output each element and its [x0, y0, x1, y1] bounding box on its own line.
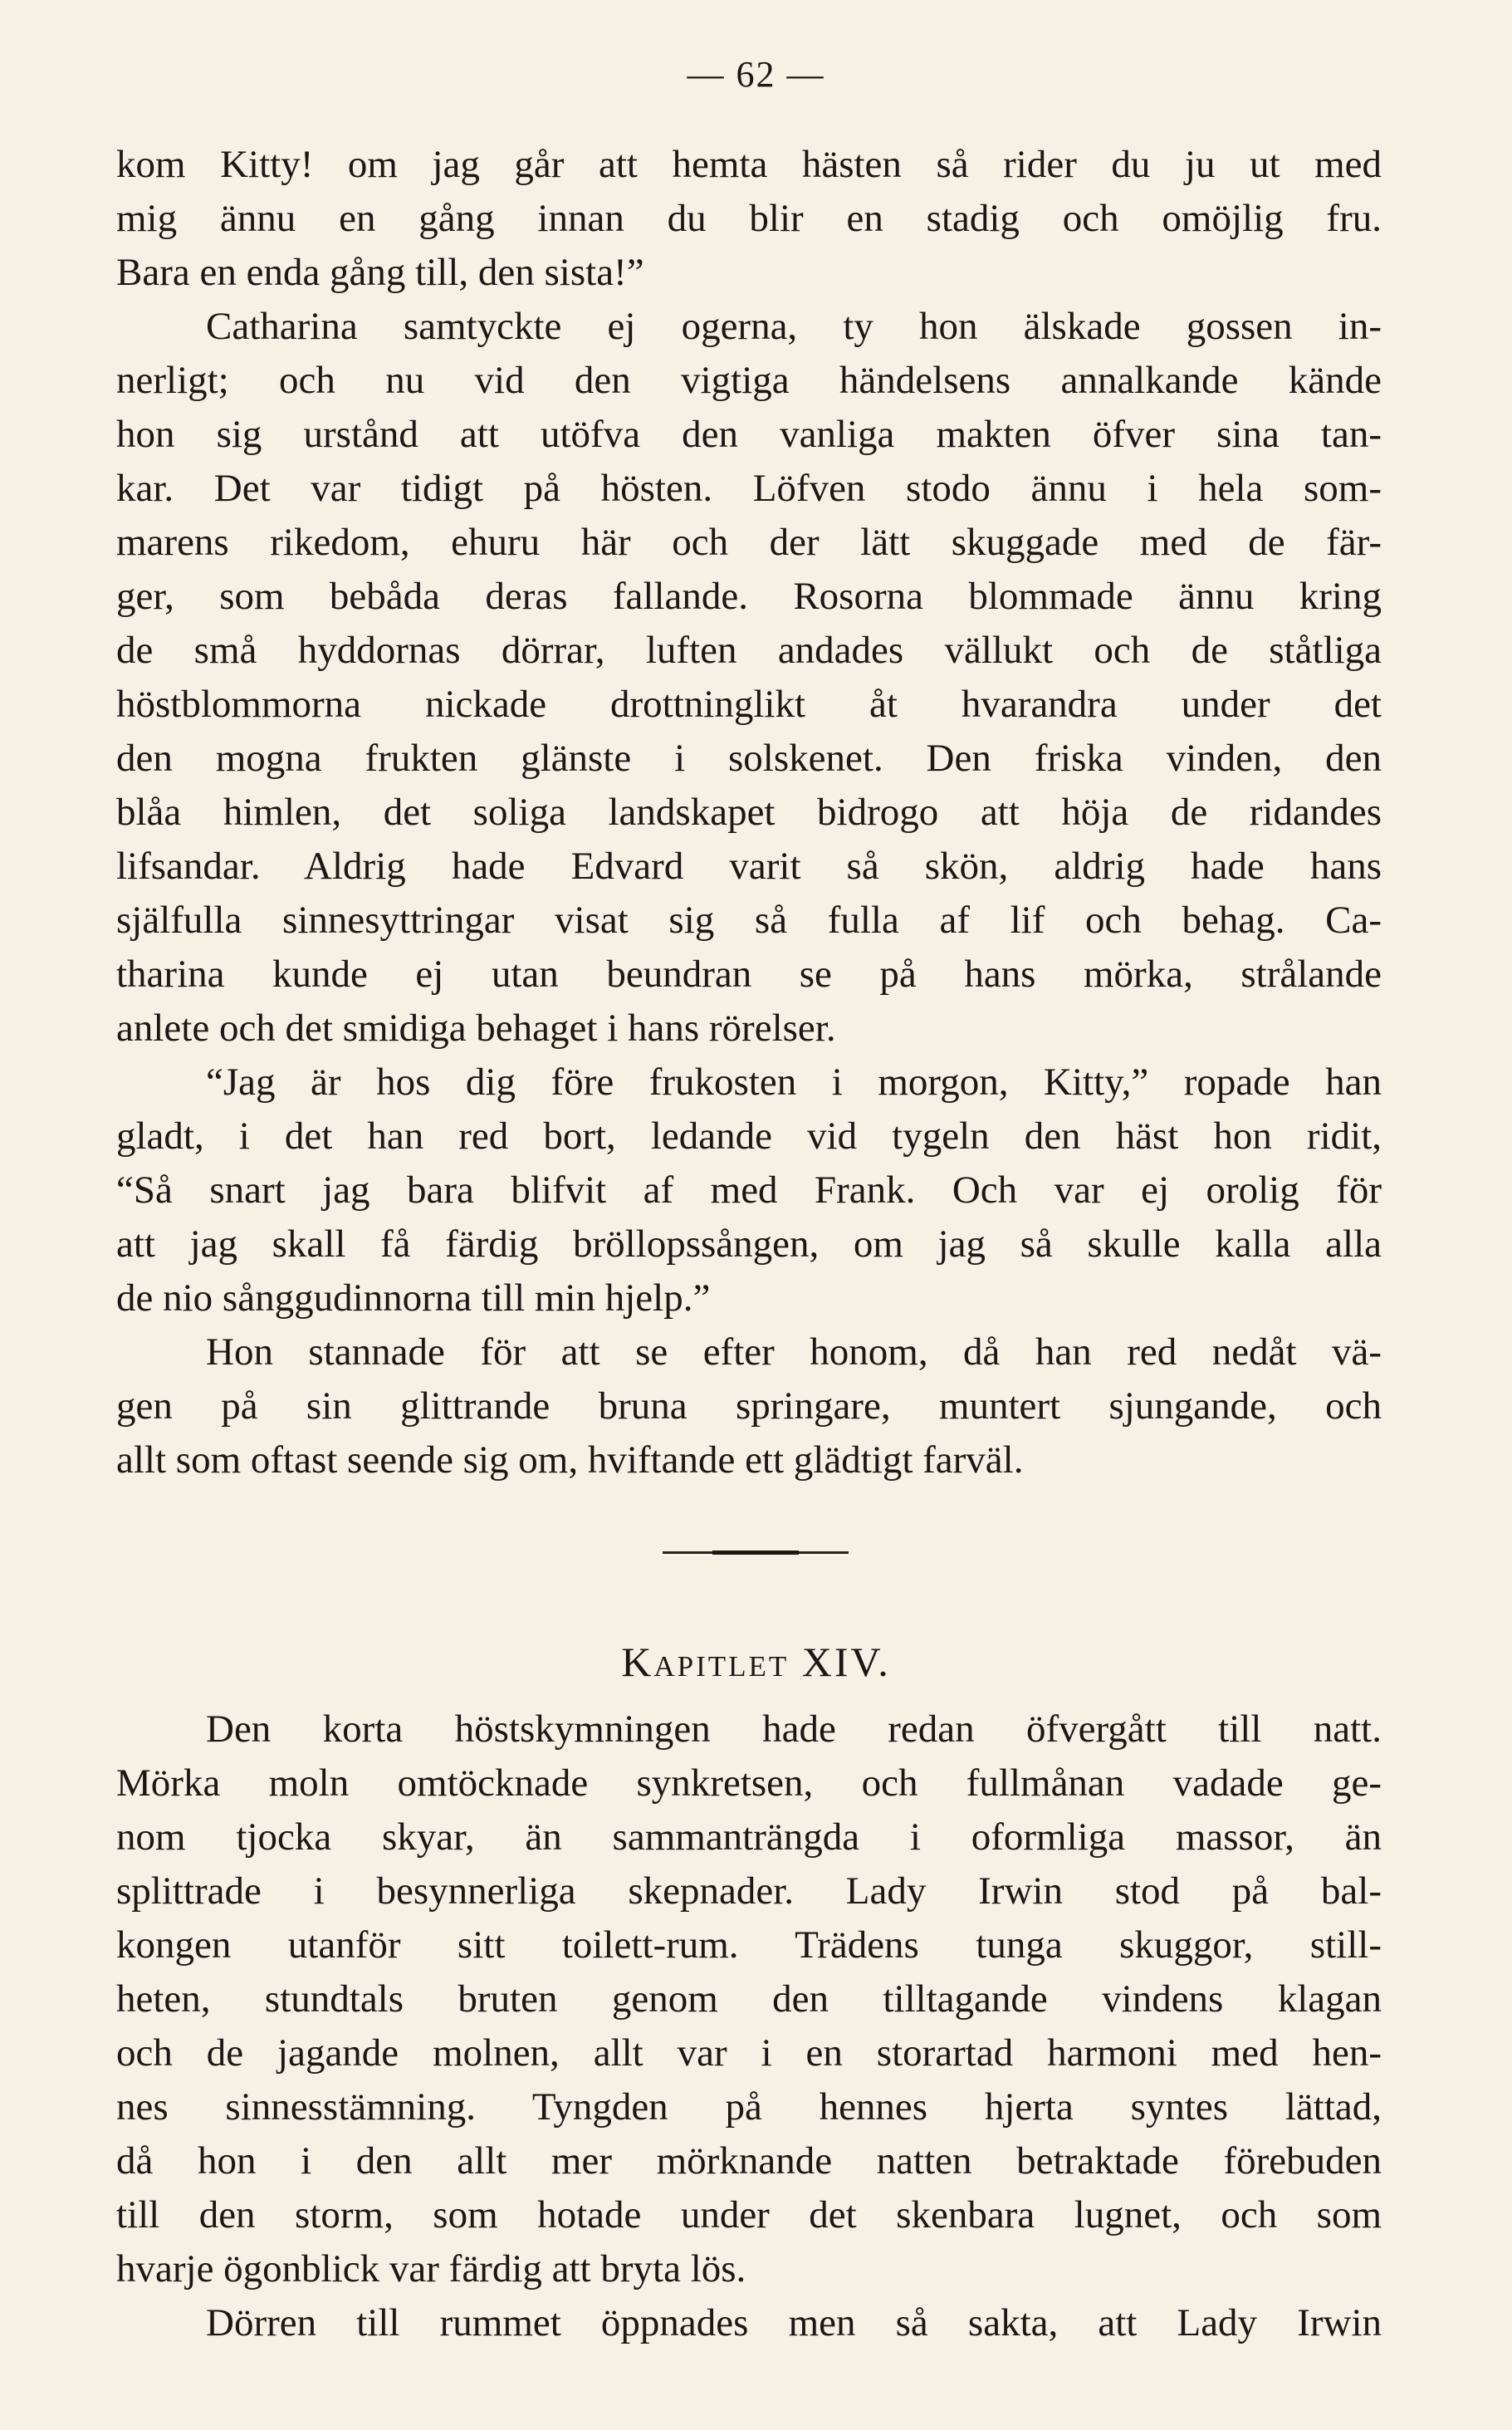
text-line: tharina kunde ej utan beundran se på hans mörka, strålande: [116, 953, 1382, 996]
text-line: anlete och det smidiga behaget i hans rörelser.: [116, 1007, 836, 1050]
section-divider-rule: [663, 1551, 849, 1554]
text-line: nom tjocka skyar, än sammanträngda i oformliga massor, än: [116, 1815, 1382, 1859]
text-line: Mörka moln omtöcknade synkretsen, och fullmånan vadade ge-: [116, 1761, 1382, 1805]
text-line: ger, som bebåda deras fallande. Rosorna blommade ännu kring: [116, 575, 1382, 618]
paragraph-start-line: Hon stannade för att se efter honom, då han red nedåt vä-: [206, 1330, 1382, 1374]
page-number: — 62 —: [687, 54, 825, 95]
text-line: de små hyddornas dörrar, luften andades vällukt och de ståtliga: [116, 629, 1382, 672]
text-line: de nio sånggudinnorna till min hjelp.”: [116, 1276, 711, 1320]
text-line: nerligt; och nu vid den vigtiga händelsens annalkande kände: [116, 359, 1382, 402]
text-line: Bara en enda gång till, den sista!”: [116, 251, 644, 294]
text-line: och de jagande molnen, allt var i en storartad harmoni med hen-: [116, 2031, 1382, 2075]
text-line: höstblommorna nickade drottninglikt åt hvarandra under det: [116, 683, 1382, 726]
paragraph-start-line: “Jag är hos dig före frukosten i morgon, Kitty,” ropade han: [206, 1061, 1382, 1104]
text-line: heten, stundtals bruten genom den tilltagande vindens klagan: [116, 1977, 1382, 2021]
text-block-chapter: [116, 1702, 1382, 2350]
text-line: då hon i den allt mer mörknande natten betraktade förebuden: [116, 2139, 1382, 2183]
paragraph-start-line: Dörren till rummet öppnades men så sakta, att Lady Irwin: [206, 2301, 1382, 2344]
text-line: till den storm, som hotade under det skenbara lugnet, och som: [116, 2193, 1382, 2236]
text-line: blåa himlen, det soliga landskapet bidrogo att höja de ridandes: [116, 791, 1382, 834]
chapter-heading: Kapitlet XIV.: [621, 1639, 891, 1685]
text-line: splittrade i besynnerliga skepnader. Lady Irwin stod på bal-: [116, 1869, 1382, 1913]
paragraph-start-line: Den korta höstskymningen hade redan öfvergått till natt.: [206, 1707, 1382, 1751]
text-line: gen på sin glittrande bruna springare, muntert sjungande, och: [116, 1384, 1382, 1428]
text-line: den mogna frukten glänste i solskenet. Den friska vinden, den: [116, 737, 1382, 780]
text-line: nes sinnesstämning. Tyngden på hennes hjerta syntes lättad,: [116, 2085, 1382, 2129]
text-line: att jag skall få färdig bröllopssången, om jag så skulle kalla alla: [116, 1222, 1382, 1266]
text-line: hvarje ögonblick var färdig att bryta lös.: [116, 2247, 746, 2290]
text-block-continuation: [116, 138, 1382, 1487]
text-line: allt som oftast seende sig om, hviftande ett glädtigt farväl.: [116, 1438, 1024, 1482]
text-line: kongen utanför sitt toilett-rum. Trädens tunga skuggor, still-: [116, 1923, 1382, 1967]
paragraph-start-line: Catharina samtyckte ej ogerna, ty hon älskade gossen in-: [206, 305, 1382, 348]
text-line: hon sig urstånd att utöfva den vanliga makten öfver sina tan-: [116, 413, 1382, 456]
text-line: “Så snart jag bara blifvit af med Frank. Och var ej orolig för: [116, 1168, 1382, 1212]
text-line: gladt, i det han red bort, ledande vid tygeln den häst hon ridit,: [116, 1115, 1382, 1158]
text-line: själfulla sinnesyttringar visat sig så fulla af lif och behag. Ca-: [116, 899, 1382, 942]
text-line: kar. Det var tidigt på hösten. Löfven stodo ännu i hela som-: [116, 467, 1382, 510]
text-line: lifsandar. Aldrig hade Edvard varit så skön, aldrig hade hans: [116, 845, 1382, 888]
text-line: mig ännu en gång innan du blir en stadig och omöjlig fru.: [116, 197, 1382, 240]
text-line: marens rikedom, ehuru här och der lätt skuggade med de fär-: [116, 521, 1382, 564]
text-line: kom Kitty! om jag går att hemta hästen så rider du ju ut med: [116, 143, 1382, 186]
